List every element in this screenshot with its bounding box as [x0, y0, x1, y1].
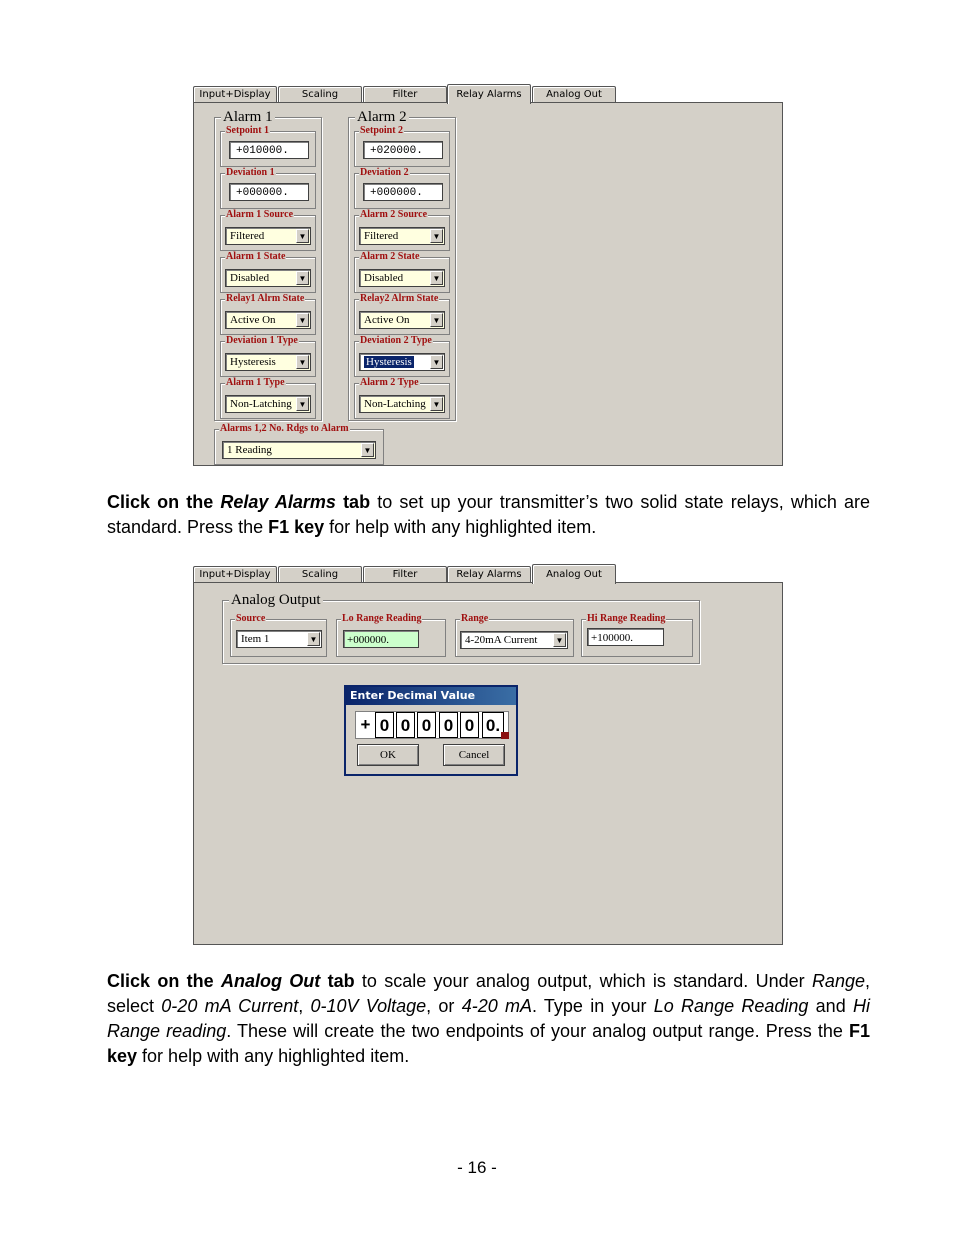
tab-analog-out[interactable]: Analog Out [532, 564, 616, 584]
lo-range-group [336, 613, 446, 657]
alarm-1-type-group [220, 377, 316, 419]
setpoint-1-label: Setpoint 1 [226, 125, 270, 136]
dropdown-arrow-icon[interactable]: ▼ [430, 313, 443, 327]
tab-filter[interactable]: Filter [363, 566, 447, 583]
alarm-2-type-label: Alarm 2 Type [360, 377, 419, 388]
deviation-2-type-group [354, 335, 450, 377]
source-group [230, 613, 327, 657]
alarm-1-title: Alarm 1 [223, 109, 273, 125]
para2-option-3: 4-20 mA [461, 996, 532, 1016]
para1-end: for help with any highlighted item. [324, 517, 597, 537]
setpoint-2-input[interactable]: +020000. [363, 141, 443, 159]
para2-option-2: 0-10V Voltage [310, 996, 427, 1016]
dropdown-arrow-icon[interactable]: ▼ [296, 229, 309, 243]
alarm-2-state-value: Disabled [364, 272, 404, 284]
source-select[interactable] [236, 630, 322, 648]
para2-text-3: , [298, 996, 311, 1016]
hi-range-group [581, 613, 693, 657]
para1-lead: Click on the [107, 492, 221, 512]
para2-end: for help with any highlighted item. [137, 1046, 410, 1066]
para1-tab-name: Relay Alarms [220, 492, 336, 512]
hi-range-label: Hi Range Reading [587, 613, 666, 624]
para2-text-4: , or [426, 996, 462, 1016]
para1-body: to set up your transmitter’s two solid state relays, which are standard. Press the [107, 492, 870, 537]
alarm-1-state-group [220, 251, 316, 293]
range-select[interactable] [460, 631, 568, 649]
relay-alarms-panel [193, 102, 783, 466]
alarm-1-state-value: Disabled [230, 272, 270, 284]
relay-2-alarm-state-value: Active On [364, 314, 410, 326]
enter-decimal-dialog [344, 685, 518, 776]
para2-hi-range: Hi Range reading [107, 996, 870, 1041]
relay-alarms-instructions [107, 490, 870, 540]
ok-button[interactable]: OK [357, 744, 419, 766]
readings-to-alarm-group [214, 423, 384, 465]
deviation-2-input[interactable]: +000000. [363, 183, 443, 201]
dropdown-arrow-icon[interactable]: ▼ [430, 229, 443, 243]
alarm-2-state-group [354, 251, 450, 293]
para1-tab-word: tab [335, 492, 371, 512]
readings-to-alarm-label: Alarms 1,2 No. Rdgs to Alarm [220, 423, 349, 434]
dropdown-arrow-icon[interactable]: ▼ [430, 271, 443, 285]
tab-relay-alarms[interactable]: Relay Alarms [447, 566, 531, 583]
source-label: Source [236, 613, 266, 624]
dialog-title: Enter Decimal Value [346, 687, 516, 705]
digit-sign[interactable]: + [356, 712, 375, 738]
alarm-2-type-value: Non-Latching [364, 398, 426, 410]
relay-1-alarm-state-value: Active On [230, 314, 276, 326]
alarm-1-source-label: Alarm 1 Source [226, 209, 294, 220]
deviation-2-type-label: Deviation 2 Type [360, 335, 432, 346]
relay-2-alarm-state-group [354, 293, 450, 335]
dropdown-arrow-icon[interactable]: ▼ [296, 271, 309, 285]
para2-lo-range: Lo Range Reading [653, 996, 809, 1016]
dropdown-arrow-icon[interactable]: ▼ [296, 355, 309, 369]
deviation-2-type-select[interactable] [359, 353, 445, 371]
setpoint-1-group [220, 125, 316, 167]
readings-to-alarm-value: 1 Reading [227, 444, 272, 456]
dropdown-arrow-icon[interactable]: ▼ [430, 397, 443, 411]
analog-output-group [222, 592, 700, 664]
alarm-1-type-select[interactable] [225, 395, 311, 413]
alarm-1-source-value: Filtered [230, 230, 265, 242]
alarm-2-source-group [354, 209, 450, 251]
alarm-2-type-select[interactable] [359, 395, 445, 413]
alarm-2-title: Alarm 2 [357, 109, 407, 125]
dropdown-arrow-icon[interactable]: ▼ [430, 355, 443, 369]
para2-text-1: to scale your analog output, which is standard. Under [354, 971, 812, 991]
deviation-1-group [220, 167, 316, 209]
deviation-2-label: Deviation 2 [360, 167, 409, 178]
hi-range-input[interactable]: +100000. [587, 628, 664, 646]
tab-bar [193, 564, 783, 584]
tab-scaling[interactable]: Scaling [278, 566, 362, 583]
deviation-1-type-group [220, 335, 316, 377]
page-number: - 16 - [457, 1158, 497, 1177]
dropdown-arrow-icon[interactable]: ▼ [553, 633, 566, 647]
alarm-2-state-select[interactable] [359, 269, 445, 287]
analog-out-instructions [107, 969, 870, 1069]
digit-1[interactable]: 0 [375, 712, 394, 738]
alarm-1-source-group [220, 209, 316, 251]
alarm-1-state-select[interactable] [225, 269, 311, 287]
digit-row [355, 711, 509, 739]
para2-option-1: 0-20 mA Current [161, 996, 299, 1016]
tab-analog-out[interactable]: Analog Out [532, 86, 616, 103]
deviation-1-type-select[interactable] [225, 353, 311, 371]
range-value: 4-20mA Current [465, 634, 538, 646]
alarm-2-source-value: Filtered [364, 230, 399, 242]
range-group [455, 613, 574, 657]
para2-text-2: , select [107, 971, 870, 1016]
para1-f1: F1 key [268, 517, 325, 537]
alarm-2-source-select[interactable] [359, 227, 445, 245]
digit-6[interactable]: 0. [482, 712, 504, 738]
digit-3[interactable]: 0 [417, 712, 436, 738]
tab-input-display[interactable]: Input+Display [193, 86, 277, 103]
alarm-2-state-label: Alarm 2 State [360, 251, 420, 262]
setpoint-1-input[interactable]: +010000. [229, 141, 309, 159]
para2-tab-word: tab [320, 971, 355, 991]
tab-filter[interactable]: Filter [363, 86, 447, 103]
relay-2-alarm-state-select[interactable] [359, 311, 445, 329]
cancel-button[interactable]: Cancel [443, 744, 505, 766]
readings-to-alarm-select[interactable] [222, 441, 376, 459]
relay-2-alarm-state-label: Relay2 Alrm State [360, 293, 439, 304]
digit-5[interactable]: 0 [460, 712, 479, 738]
alarm-1-group [214, 109, 322, 421]
relay-1-alarm-state-group [220, 293, 316, 335]
relay-1-alarm-state-label: Relay1 Alrm State [226, 293, 305, 304]
para2-text-6: and [808, 996, 853, 1016]
range-label: Range [461, 613, 489, 624]
para2-text-5: . Type in your [531, 996, 654, 1016]
source-value: Item 1 [241, 633, 270, 645]
alarm-2-source-label: Alarm 2 Source [360, 209, 428, 220]
tab-scaling[interactable]: Scaling [278, 86, 362, 103]
lo-range-label: Lo Range Reading [342, 613, 422, 624]
dropdown-arrow-icon[interactable]: ▼ [296, 313, 309, 327]
lo-range-input[interactable]: +000000. [343, 630, 419, 648]
alarm-1-type-value: Non-Latching [230, 398, 292, 410]
relay-1-alarm-state-select[interactable] [225, 311, 311, 329]
para2-text-7: . These will create the two endpoints of your analog output range. Press the [226, 1021, 849, 1041]
deviation-1-type-value: Hysteresis [230, 356, 276, 368]
deviation-1-label: Deviation 1 [226, 167, 275, 178]
para2-f1: F1 key [107, 1021, 870, 1066]
analog-out-screenshot [193, 564, 783, 945]
analog-output-title: Analog Output [231, 592, 321, 608]
alarm-1-state-label: Alarm 1 State [226, 251, 286, 262]
resize-grip-icon [501, 732, 509, 739]
setpoint-2-group [354, 125, 450, 167]
tab-input-display[interactable]: Input+Display [193, 566, 277, 583]
tab-relay-alarms[interactable]: Relay Alarms [447, 84, 531, 104]
digit-4[interactable]: 0 [439, 712, 458, 738]
para2-range: Range [811, 971, 865, 991]
dropdown-arrow-icon[interactable]: ▼ [296, 397, 309, 411]
alarm-1-source-select[interactable] [225, 227, 311, 245]
deviation-1-type-label: Deviation 1 Type [226, 335, 298, 346]
analog-out-panel [193, 582, 783, 945]
alarm-2-group [348, 109, 456, 421]
deviation-2-group [354, 167, 450, 209]
digit-2[interactable]: 0 [396, 712, 415, 738]
dropdown-arrow-icon[interactable]: ▼ [361, 443, 374, 457]
deviation-2-type-value: Hysteresis [366, 356, 412, 368]
relay-alarms-screenshot [193, 84, 783, 466]
para2-lead: Click on the [107, 971, 221, 991]
deviation-1-input[interactable]: +000000. [229, 183, 309, 201]
tab-bar [193, 84, 783, 104]
alarm-1-type-label: Alarm 1 Type [226, 377, 285, 388]
alarm-2-type-group [354, 377, 450, 419]
setpoint-2-label: Setpoint 2 [360, 125, 404, 136]
dropdown-arrow-icon[interactable]: ▼ [307, 632, 320, 646]
para2-tab-name: Analog Out [220, 971, 321, 991]
